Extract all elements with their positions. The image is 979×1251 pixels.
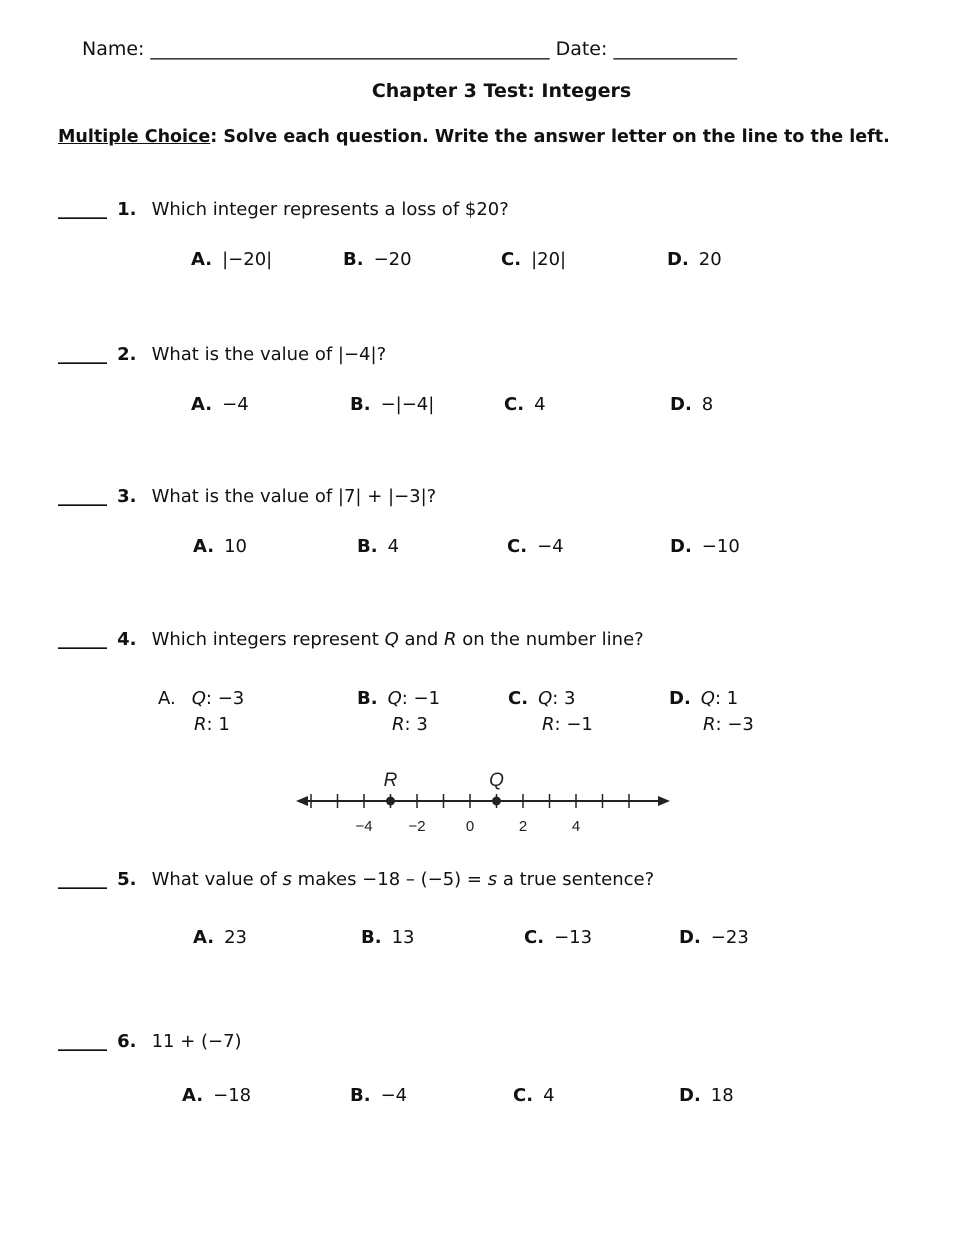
tick-label: 2: [518, 818, 528, 835]
option-4d: D. Q: 1: [669, 688, 739, 709]
question-number-6: 6.: [117, 1031, 137, 1052]
option-1b: B. −20: [343, 249, 412, 270]
name-label: Name:: [82, 38, 145, 60]
answer-blank-2[interactable]: ______: [58, 344, 106, 365]
option-4a-r: R: 1: [194, 714, 230, 735]
option-4c-r: R: −1: [542, 714, 593, 735]
option-1a: A. |−20|: [191, 249, 273, 270]
left-arrow-icon: [296, 796, 308, 806]
option-2c: C. 4: [504, 394, 546, 415]
header: [82, 38, 737, 60]
tick-label: 0: [465, 818, 475, 835]
option-4a: A. Q: −3: [158, 688, 245, 709]
tick-label: 4: [571, 818, 581, 835]
tick-label: −2: [408, 818, 426, 835]
instructions: [58, 127, 890, 147]
question-1: [58, 199, 509, 220]
name-line[interactable]: __________________________________________: [150, 38, 550, 60]
question-text-4: Which integers represent Q and R on the number line?: [151, 629, 644, 650]
answer-blank-1[interactable]: ______: [58, 199, 106, 220]
tick-label: −4: [355, 818, 373, 835]
answer-blank-3[interactable]: ______: [58, 486, 106, 507]
option-6b: B. −4: [350, 1085, 408, 1106]
option-1c: C. |20|: [501, 249, 567, 270]
date-label: Date:: [555, 38, 608, 60]
answer-blank-4[interactable]: ______: [58, 629, 106, 650]
option-4c: C. Q: 3: [508, 688, 576, 709]
option-2a: A. −4: [191, 394, 249, 415]
option-1d: D. 20: [667, 249, 722, 270]
option-5d: D. −23: [679, 927, 749, 948]
answer-blank-6[interactable]: ______: [58, 1031, 106, 1052]
point-label-r: R: [383, 770, 398, 791]
answer-blank-5[interactable]: ______: [58, 869, 106, 890]
question-text-2: What is the value of |−4|?: [151, 344, 387, 365]
option-3a: A. 10: [193, 536, 248, 557]
right-arrow-icon: [658, 796, 670, 806]
option-2b: B. −|−4|: [350, 394, 435, 415]
option-5b: B. 13: [361, 927, 415, 948]
question-2: [58, 344, 386, 365]
option-5a: A. 23: [193, 927, 248, 948]
option-6c: C. 4: [513, 1085, 555, 1106]
page-title: Chapter 3 Test: Integers: [371, 80, 632, 102]
question-text-5: What value of s makes −18 – (−5) = s a true sentence?: [151, 869, 655, 890]
question-5: [58, 869, 654, 890]
instructions-text: : Solve each question. Write the answer letter on the line to the left.: [210, 127, 890, 147]
question-number-1: 1.: [117, 199, 137, 220]
date-line[interactable]: _____________: [613, 38, 737, 60]
question-6: [58, 1031, 242, 1052]
question-number-5: 5.: [117, 869, 137, 890]
point-q: [492, 797, 501, 806]
question-number-4: 4.: [117, 629, 137, 650]
instructions-heading: Multiple Choice: [58, 127, 211, 147]
option-6d: D. 18: [679, 1085, 734, 1106]
question-text-6: 11 + (−7): [151, 1031, 242, 1052]
option-3c: C. −4: [507, 536, 564, 557]
option-3b: B. 4: [357, 536, 400, 557]
question-3: [58, 486, 436, 507]
question-4: [58, 629, 644, 650]
option-4b-r: R: 3: [392, 714, 428, 735]
option-4b: B. Q: −1: [357, 688, 441, 709]
option-5c: C. −13: [524, 927, 593, 948]
option-6a: A. −18: [182, 1085, 252, 1106]
question-text-1: Which integer represents a loss of $20?: [151, 199, 509, 220]
question-number-3: 3.: [117, 486, 137, 507]
point-label-q: Q: [489, 770, 504, 791]
number-line: [290, 762, 680, 842]
question-number-2: 2.: [117, 344, 137, 365]
option-3d: D. −10: [670, 536, 740, 557]
option-2d: D. 8: [670, 394, 714, 415]
option-4d-r: R: −3: [703, 714, 754, 735]
question-text-3: What is the value of |7| + |−3|?: [151, 486, 437, 507]
point-r: [386, 797, 395, 806]
